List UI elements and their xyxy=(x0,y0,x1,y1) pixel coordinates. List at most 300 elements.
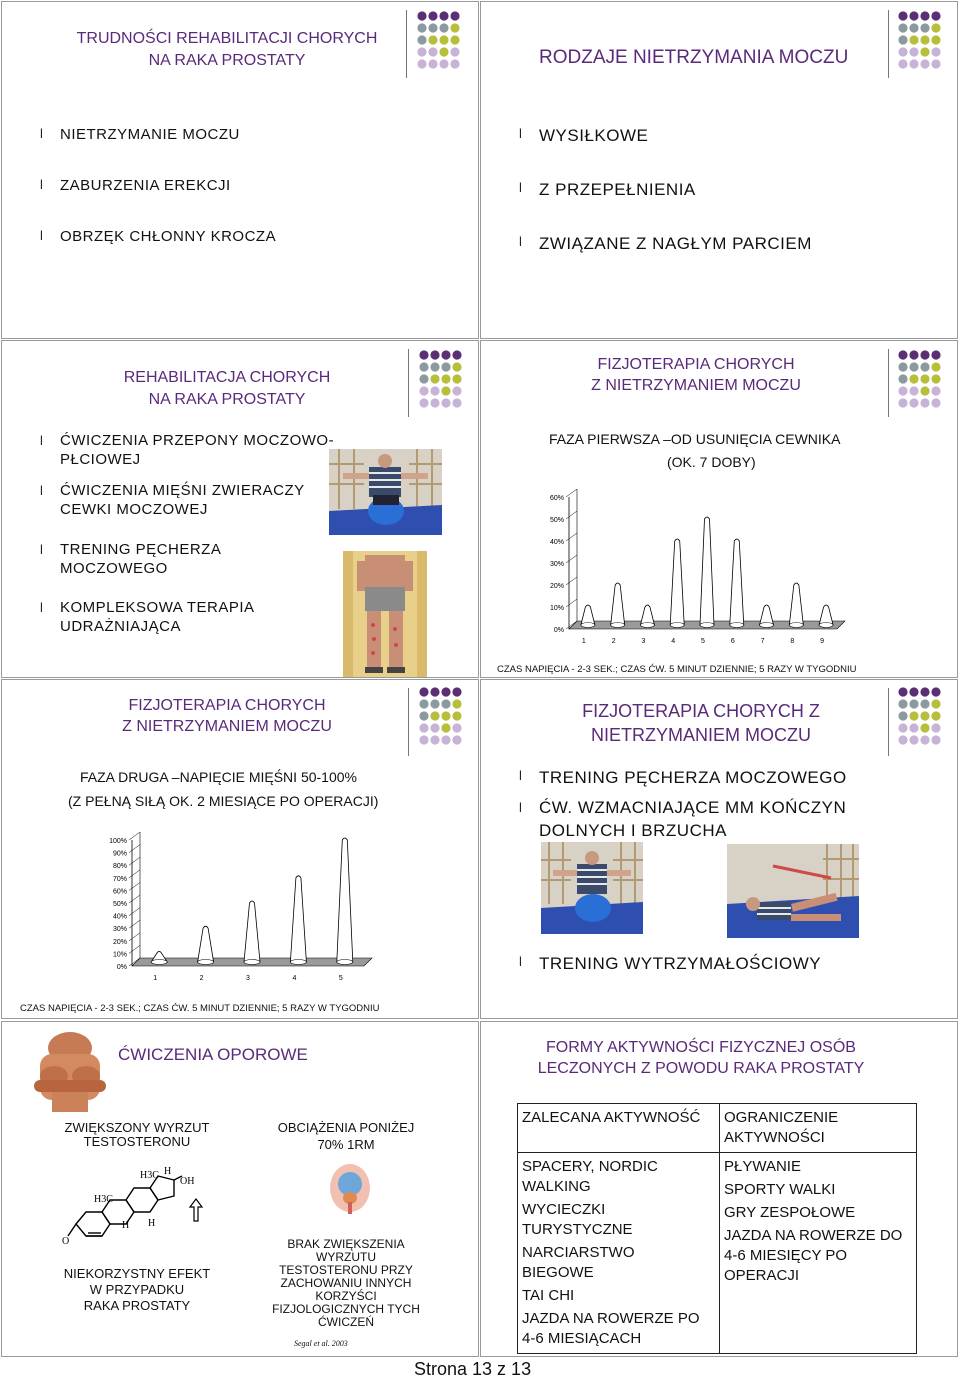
bar-base xyxy=(198,960,214,965)
decorative-dot xyxy=(439,23,448,32)
x-tick-label: 8 xyxy=(790,638,795,645)
list-item: NARCIARSTWO BIEGOWE xyxy=(522,1244,635,1281)
slide-6-title-line-1: FIZJOTERAPIA CHORYCH Z xyxy=(582,701,820,721)
decorative-dot xyxy=(450,47,459,56)
x-tick-label: 9 xyxy=(820,638,825,645)
decorative-dot xyxy=(898,711,907,720)
decorative-dot xyxy=(452,699,461,708)
y-tick xyxy=(129,832,140,840)
x-tick-label: 1 xyxy=(153,975,158,982)
decorative-dot xyxy=(430,350,439,359)
decorative-dot xyxy=(920,386,929,395)
decorative-dot xyxy=(909,59,918,68)
list-item: JAZDA NA ROWERZE DO 4-6 MIESIĘCY PO OPERACJI xyxy=(724,1227,903,1284)
decorative-dot xyxy=(428,11,437,20)
side-lying-exercise-photo xyxy=(727,844,859,938)
h-label: H xyxy=(148,1218,156,1229)
decorative-dot xyxy=(931,350,940,359)
slide-3-title-line-2: NA RAKA PROSTATY xyxy=(148,391,306,408)
decorative-dot xyxy=(441,374,450,383)
y-tick xyxy=(129,845,140,853)
slide-3 xyxy=(1,340,479,678)
phase-two-chart xyxy=(94,828,380,988)
decorative-dots-icon xyxy=(897,349,943,409)
y-tick xyxy=(566,533,577,541)
decorative-dot xyxy=(452,723,461,732)
bullet-line: l KOMPLEKSOWA TERAPIA xyxy=(60,599,255,616)
decorative-dot xyxy=(931,23,940,32)
decorative-dot xyxy=(430,699,439,708)
slide-1-title-line-2: NA RAKA PROSTATY xyxy=(148,52,306,69)
list-item: TAI CHI xyxy=(522,1287,575,1304)
bar-base xyxy=(640,623,654,628)
phase-two-heading: FAZA DRUGA –NAPIĘCIE MIĘŚNI 50-100% xyxy=(80,769,357,785)
decorative-dot xyxy=(441,711,450,720)
right-bottom-text-line-1: BRAK ZWIĘKSZENIA xyxy=(287,1237,405,1251)
decorative-dot xyxy=(931,711,940,720)
x-tick-label: 4 xyxy=(292,975,297,982)
exercise-ball-photo xyxy=(541,842,643,934)
prostate-anatomy-icon xyxy=(328,1162,372,1216)
bullet-item: l NIETRZYMANIE MOCZU xyxy=(60,126,240,143)
decorative-dot xyxy=(909,723,918,732)
decorative-dot xyxy=(419,374,428,383)
title-divider xyxy=(406,10,407,78)
list-item: WYCIECZKI TURYSTYCZNE xyxy=(522,1201,633,1238)
bar-cone xyxy=(337,838,353,962)
bullet-line: CEWKI MOCZOWEJ xyxy=(60,501,208,518)
right-bottom-text-line-2: WYRZUTU xyxy=(316,1250,376,1264)
y-tick-label: 10% xyxy=(549,605,564,612)
decorative-dot xyxy=(452,398,461,407)
x-tick-label: 3 xyxy=(641,638,646,645)
title-divider xyxy=(888,10,889,78)
y-tick-label: 0% xyxy=(116,964,127,971)
y-tick-label: 20% xyxy=(112,938,127,946)
decorative-dot xyxy=(920,35,929,44)
right-bottom-text-line-5: KORZYŚCI xyxy=(315,1289,377,1303)
exercise-ball-photo xyxy=(329,449,442,535)
slide-4-title-line-2: Z NIETRZYMANIEM MOCZU xyxy=(591,377,801,394)
y-tick xyxy=(566,599,577,607)
decorative-dot xyxy=(920,735,929,744)
oh-label: OH xyxy=(180,1176,195,1187)
y-tick-label: 0% xyxy=(553,627,564,634)
decorative-dot xyxy=(909,11,918,20)
bar-base xyxy=(151,960,167,965)
decorative-dot xyxy=(417,47,426,56)
x-tick-label: 7 xyxy=(760,638,765,645)
decorative-dot xyxy=(419,723,428,732)
oxygen-label: O xyxy=(62,1236,70,1247)
decorative-dot xyxy=(909,386,918,395)
decorative-dot xyxy=(430,374,439,383)
decorative-dot xyxy=(419,735,428,744)
decorative-dot xyxy=(419,711,428,720)
list-item: SPORTY WALKI xyxy=(724,1181,836,1198)
slide-6 xyxy=(480,679,958,1019)
phase-one-subheading: (OK. 7 DOBY) xyxy=(667,454,756,470)
decorative-dot xyxy=(920,23,929,32)
decorative-dot xyxy=(920,699,929,708)
decorative-dot xyxy=(430,687,439,696)
decorative-dot xyxy=(417,59,426,68)
decorative-dot xyxy=(441,350,450,359)
decorative-dot xyxy=(920,723,929,732)
bar-cone xyxy=(819,605,833,625)
decorative-dot xyxy=(439,35,448,44)
bar-base xyxy=(290,960,306,965)
decorative-dot xyxy=(931,362,940,371)
decorative-dot xyxy=(931,398,940,407)
decorative-dot xyxy=(441,735,450,744)
x-tick-label: 5 xyxy=(338,975,343,982)
h3c-label: H3C xyxy=(94,1194,113,1205)
y-tick-label: 30% xyxy=(112,926,127,934)
decorative-dot xyxy=(452,687,461,696)
standing-patient-photo xyxy=(343,551,427,677)
decorative-dot xyxy=(898,386,907,395)
decorative-dot xyxy=(417,35,426,44)
decorative-dot xyxy=(898,59,907,68)
decorative-dot xyxy=(909,687,918,696)
bar-base xyxy=(244,960,260,965)
decorative-dot xyxy=(898,11,907,20)
slide-1 xyxy=(1,1,479,339)
x-tick-label: 4 xyxy=(671,638,676,645)
slide-4 xyxy=(480,340,958,678)
y-tick xyxy=(129,908,140,916)
decorative-dot xyxy=(931,374,940,383)
y-tick-label: 40% xyxy=(112,913,127,921)
decorative-dot xyxy=(419,386,428,395)
activity-table xyxy=(517,1103,917,1354)
y-tick xyxy=(129,870,140,878)
slide-2 xyxy=(480,1,958,339)
decorative-dot xyxy=(909,47,918,56)
slide-8-title-line-2: LECZONYCH Z POWODU RAKA PROSTATY xyxy=(537,1060,865,1077)
bar-base xyxy=(760,623,774,628)
y-tick-label: 60% xyxy=(549,495,564,502)
decorative-dots-icon xyxy=(416,10,462,70)
bar-base xyxy=(581,623,595,628)
bar-cone xyxy=(760,605,774,625)
slide-5 xyxy=(1,679,479,1019)
decorative-dot xyxy=(931,386,940,395)
bar-cone xyxy=(581,605,595,625)
bar-cone xyxy=(700,517,714,625)
decorative-dot xyxy=(920,362,929,371)
left-bottom-text-line-2: W PRZYPADKU xyxy=(89,1282,185,1297)
bullet-line: UDRAŻNIAJĄCA xyxy=(60,618,182,635)
list-item: JAZDA NA ROWERZE PO 4-6 MIESIĄCACH xyxy=(522,1310,700,1347)
recommended-list xyxy=(518,1153,720,1354)
slide-3-title-line-1: REHABILITACJA CHORYCH xyxy=(123,369,331,386)
limited-header: OGRANICZENIE AKTYWNOŚCI xyxy=(720,1104,917,1153)
title-divider xyxy=(888,349,889,417)
decorative-dot xyxy=(931,735,940,744)
decorative-dot xyxy=(450,23,459,32)
h-label: H xyxy=(122,1220,130,1231)
bar-cone xyxy=(670,539,684,625)
right-bottom-text-line-7: ĆWICZEŃ xyxy=(318,1315,374,1329)
decorative-dot xyxy=(441,386,450,395)
right-bottom-text-line-4: ZACHOWANIU INNYCH xyxy=(280,1276,412,1290)
decorative-dot xyxy=(452,362,461,371)
bullet-line: l ĆW. WZMACNIAJĄCE MM KOŃCZYN xyxy=(539,798,847,817)
slide-6-title-line-2: NIETRZYMANIEM MOCZU xyxy=(591,725,811,745)
decorative-dot xyxy=(898,699,907,708)
decorative-dot xyxy=(419,350,428,359)
decorative-dot xyxy=(419,699,428,708)
decorative-dots-icon xyxy=(418,349,464,409)
y-tick-label: 10% xyxy=(112,951,127,959)
decorative-dot xyxy=(419,362,428,371)
h-label: H xyxy=(164,1166,172,1177)
decorative-dot xyxy=(428,59,437,68)
slide-5-title-line-1: FIZJOTERAPIA CHORYCH xyxy=(128,697,326,714)
x-tick-label: 6 xyxy=(730,638,735,645)
list-item: SPACERY, NORDIC WALKING xyxy=(522,1158,658,1195)
slide-5-title-line-2: Z NIETRZYMANIEM MOCZU xyxy=(122,718,332,735)
decorative-dot xyxy=(452,350,461,359)
decorative-dot xyxy=(428,23,437,32)
decorative-dot xyxy=(909,362,918,371)
y-tick-label: 90% xyxy=(112,850,127,858)
decorative-dot xyxy=(909,398,918,407)
slide-1-title-line-1: TRUDNOŚCI REHABILITACJI CHORYCH xyxy=(76,30,378,47)
decorative-dot xyxy=(430,398,439,407)
decorative-dot xyxy=(909,350,918,359)
list-item: PŁYWANIE xyxy=(724,1158,801,1175)
decorative-dot xyxy=(898,362,907,371)
y-tick xyxy=(566,577,577,585)
decorative-dot xyxy=(898,23,907,32)
decorative-dot xyxy=(920,374,929,383)
decorative-dot xyxy=(430,362,439,371)
bullet-item xyxy=(60,598,255,636)
slide-4-title-line-1: FIZJOTERAPIA CHORYCH xyxy=(597,356,795,373)
y-tick-label: 30% xyxy=(549,561,564,568)
x-tick-label: 2 xyxy=(199,975,204,982)
decorative-dot xyxy=(920,350,929,359)
y-tick-label: 50% xyxy=(112,901,127,908)
decorative-dots-icon xyxy=(897,686,943,746)
x-tick-label: 2 xyxy=(611,638,616,645)
decorative-dot xyxy=(898,735,907,744)
title-divider xyxy=(408,349,409,417)
decorative-dot xyxy=(931,35,940,44)
decorative-dot xyxy=(931,699,940,708)
decorative-dot xyxy=(441,687,450,696)
decorative-dot xyxy=(898,687,907,696)
decorative-dot xyxy=(931,47,940,56)
right-bottom-text-line-6: FIZJOLOGICZNYCH TYCH xyxy=(272,1302,420,1316)
decorative-dot xyxy=(441,699,450,708)
bar-cone xyxy=(244,901,260,962)
decorative-dot xyxy=(452,386,461,395)
page-number: Strona 13 z 13 xyxy=(414,1359,532,1378)
left-top-text-line-1: ZWIĘKSZONY WYRZUT xyxy=(64,1120,210,1135)
y-tick-label: 80% xyxy=(112,863,127,871)
y-tick xyxy=(129,933,140,941)
decorative-dot xyxy=(417,11,426,20)
y-tick-label: 70% xyxy=(112,875,127,883)
y-tick xyxy=(566,489,577,497)
slide-2-title: RODZAJE NIETRZYMANIA MOCZU xyxy=(539,47,849,68)
bullet-item xyxy=(60,540,221,578)
x-tick-label: 3 xyxy=(246,975,250,982)
decorative-dot xyxy=(439,59,448,68)
y-tick-label: 40% xyxy=(549,539,564,546)
title-divider xyxy=(408,688,409,756)
left-bottom-text-line-1: NIEKORZYSTNY EFEKT xyxy=(63,1266,211,1281)
decorative-dot xyxy=(441,398,450,407)
y-tick xyxy=(129,857,140,865)
bar-base xyxy=(819,623,833,628)
decorative-dot xyxy=(909,35,918,44)
left-top-text-line-2: TESTOSTERONU xyxy=(83,1134,191,1149)
y-tick xyxy=(129,895,140,903)
bar-base xyxy=(789,623,803,628)
left-bottom-text-line-3: RAKA PROSTATY xyxy=(83,1298,191,1313)
y-tick xyxy=(566,555,577,563)
decorative-dot xyxy=(439,11,448,20)
bullet-item: l ZWIĄZANE Z NAGŁYM PARCIEM xyxy=(539,234,812,254)
y-tick-label: 60% xyxy=(112,888,127,896)
decorative-dot xyxy=(430,386,439,395)
decorative-dot xyxy=(920,711,929,720)
decorative-dot xyxy=(909,374,918,383)
muscular-torso-photo xyxy=(28,1028,112,1116)
phase-one-chart xyxy=(539,479,849,651)
decorative-dot xyxy=(452,711,461,720)
slide-7 xyxy=(1,1021,479,1357)
decorative-dot xyxy=(920,59,929,68)
bullet-line: DOLNYCH I BRZUCHA xyxy=(539,821,727,840)
decorative-dot xyxy=(450,59,459,68)
phase-two-subheading: (Z PEŁNĄ SIŁĄ OK. 2 MIESIĄCE PO OPERACJI) xyxy=(68,793,379,809)
decorative-dot xyxy=(931,59,940,68)
y-tick-label: 20% xyxy=(549,583,564,590)
bullet-item: l TRENING WYTRZYMAŁOŚCIOWY xyxy=(539,954,821,974)
decorative-dot xyxy=(898,35,907,44)
bar-base xyxy=(337,960,353,965)
decorative-dot xyxy=(450,35,459,44)
y-tick xyxy=(566,511,577,519)
decorative-dot xyxy=(931,687,940,696)
decorative-dot xyxy=(441,723,450,732)
x-tick-label: 5 xyxy=(701,638,705,645)
decorative-dot xyxy=(430,735,439,744)
y-tick xyxy=(129,920,140,928)
bullet-line: l ĆWICZENIA PRZEPONY MOCZOWO- xyxy=(60,432,335,449)
list-item: GRY ZESPOŁOWE xyxy=(724,1204,856,1221)
bullet-item xyxy=(60,431,334,469)
decorative-dots-icon xyxy=(418,686,464,746)
decorative-dot xyxy=(441,362,450,371)
bar-cone xyxy=(789,583,803,625)
y-tick xyxy=(129,882,140,890)
slide-8-title-line-1: FORMY AKTYWNOŚCI FIZYCZNEJ OSÓB xyxy=(546,1039,856,1056)
up-arrow-icon xyxy=(188,1198,204,1222)
decorative-dot xyxy=(909,699,918,708)
phase-one-heading: FAZA PIERWSZA –OD USUNIĘCIA CEWNIKA xyxy=(549,431,841,447)
decorative-dot xyxy=(452,735,461,744)
bar-base xyxy=(700,623,714,628)
x-tick-label: 1 xyxy=(581,638,586,645)
bar-cone xyxy=(198,926,214,962)
slide-8 xyxy=(480,1021,958,1357)
y-tick-label: 50% xyxy=(549,517,564,524)
bullet-item: l OBRZĘK CHŁONNY KROCZA xyxy=(60,228,276,245)
bar-cone xyxy=(290,876,306,962)
decorative-dot xyxy=(898,47,907,56)
decorative-dot xyxy=(898,723,907,732)
decorative-dot xyxy=(419,687,428,696)
decorative-dot xyxy=(452,374,461,383)
decorative-dot xyxy=(909,711,918,720)
bar-cone xyxy=(730,539,744,625)
slide-7-title: ĆWICZENIA OPOROWE xyxy=(118,1045,308,1064)
decorative-dot xyxy=(909,735,918,744)
decorative-dot xyxy=(920,398,929,407)
decorative-dot xyxy=(428,47,437,56)
decorative-dot xyxy=(439,47,448,56)
y-tick-label: 100% xyxy=(109,838,127,845)
decorative-dot xyxy=(898,350,907,359)
right-top-text-line-1: OBCIĄŻENIA PONIŻEJ xyxy=(277,1120,415,1135)
bullet-item xyxy=(60,481,305,519)
bar-cone xyxy=(611,583,625,625)
exercise-time-caption: CZAS NAPIĘCIA - 2-3 SEK.; CZAS ĆW. 5 MINUT DZIENNIE; 5 RAZY W TYGODNIU xyxy=(20,1003,380,1014)
title-divider xyxy=(888,688,889,756)
citation: Segal et al. 2003 xyxy=(294,1339,348,1348)
right-bottom-text-line-3: TESTOSTERONU PRZY xyxy=(279,1263,413,1277)
decorative-dot xyxy=(428,35,437,44)
bullet-item: l ZABURZENIA EREKCJI xyxy=(60,177,231,194)
y-tick xyxy=(129,945,140,953)
bullet-line: l TRENING PĘCHERZA xyxy=(60,541,222,558)
bullet-line: MOCZOWEGO xyxy=(60,560,168,577)
limited-list xyxy=(720,1153,917,1354)
h3c-label: H3C xyxy=(140,1170,159,1181)
decorative-dot xyxy=(419,398,428,407)
bullet-line: l ĆWICZENIA MIĘŚNI ZWIERACZY xyxy=(60,482,305,499)
decorative-dot xyxy=(417,23,426,32)
decorative-dot xyxy=(909,23,918,32)
decorative-dot xyxy=(931,11,940,20)
right-top-text-line-2: 70% 1RM xyxy=(317,1137,375,1152)
decorative-dot xyxy=(430,723,439,732)
bar-base xyxy=(611,623,625,628)
decorative-dot xyxy=(450,11,459,20)
exercise-time-caption: CZAS NAPIĘCIA - 2-3 SEK.; CZAS ĆW. 5 MINUT DZIENNIE; 5 RAZY W TYGODNIU xyxy=(497,664,857,675)
bullet-item: l TRENING PĘCHERZA MOCZOWEGO xyxy=(539,768,847,788)
decorative-dot xyxy=(898,374,907,383)
bar-base xyxy=(730,623,744,628)
decorative-dot xyxy=(920,687,929,696)
bullet-item xyxy=(539,796,846,842)
bullet-line: PŁCIOWEJ xyxy=(60,451,141,468)
bullet-item: l WYSIŁKOWE xyxy=(539,126,648,146)
decorative-dot xyxy=(920,11,929,20)
bar-base xyxy=(670,623,684,628)
decorative-dot xyxy=(898,398,907,407)
decorative-dot xyxy=(920,47,929,56)
recommended-header: ZALECANA AKTYWNOŚĆ xyxy=(518,1104,720,1153)
bullet-item: l Z PRZEPEŁNIENIA xyxy=(539,180,696,200)
